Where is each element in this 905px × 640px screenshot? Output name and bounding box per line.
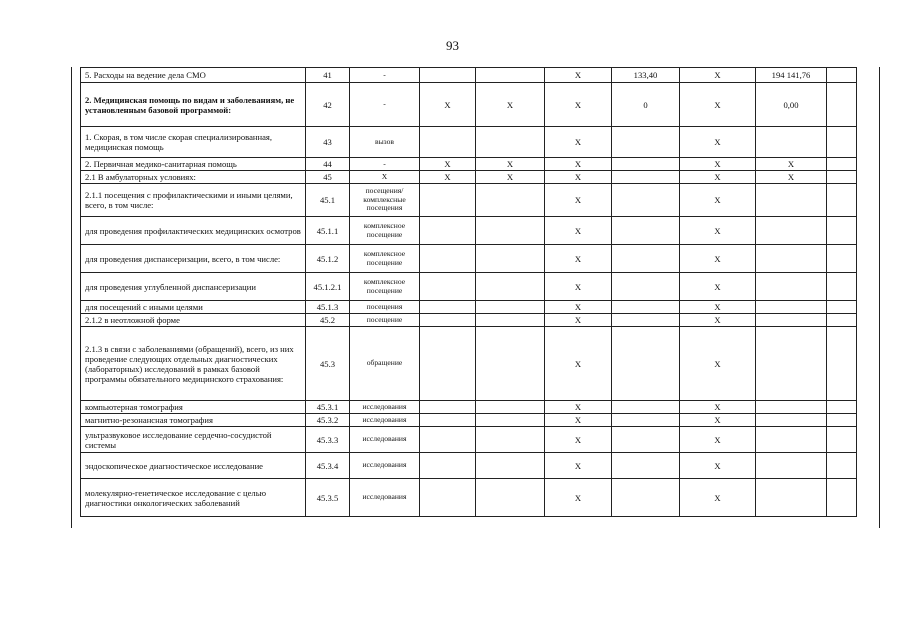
table-row <box>81 217 857 245</box>
value-cell: X <box>545 327 612 401</box>
value-cell: X <box>680 158 756 171</box>
value-cell <box>420 401 476 414</box>
value-cell <box>827 301 857 314</box>
service-name-cell: 2.1.2 в неотложной форме <box>81 314 306 327</box>
value-cell: X <box>680 184 756 217</box>
unit-cell: посещение <box>350 314 420 327</box>
service-name-cell: для посещений с иными целями <box>81 301 306 314</box>
value-cell <box>476 401 545 414</box>
table-row <box>81 83 857 127</box>
unit-cell: - <box>350 68 420 83</box>
row-code-cell: 45.1.1 <box>306 217 350 245</box>
row-code-cell: 45.1.3 <box>306 301 350 314</box>
service-name-cell: 2. Первичная медико-санитарная помощь <box>81 158 306 171</box>
value-cell <box>827 184 857 217</box>
value-cell <box>612 127 680 158</box>
service-name-cell: 2.1.1 посещения с профилактическими и иными целями, всего, в том числе: <box>81 184 306 217</box>
service-name-cell: молекулярно-генетическое исследование с целью диагностики онкологических заболеваний <box>81 479 306 517</box>
value-cell <box>827 314 857 327</box>
unit-cell: вызов <box>350 127 420 158</box>
row-code-cell: 45.1.2.1 <box>306 273 350 301</box>
value-cell: X <box>680 401 756 414</box>
row-code-cell: 41 <box>306 68 350 83</box>
unit-cell: исследования <box>350 401 420 414</box>
value-cell: X <box>545 301 612 314</box>
unit-cell: исследования <box>350 414 420 427</box>
value-cell <box>420 68 476 83</box>
value-cell <box>827 83 857 127</box>
service-name-cell: 1. Скорая, в том числе скорая специализированная, медицинская помощь <box>81 127 306 158</box>
table-row <box>81 427 857 453</box>
unit-cell: исследования <box>350 427 420 453</box>
value-cell <box>756 453 827 479</box>
value-cell: X <box>756 158 827 171</box>
unit-cell: исследования <box>350 479 420 517</box>
value-cell <box>612 314 680 327</box>
value-cell <box>756 127 827 158</box>
value-cell <box>612 184 680 217</box>
service-name-cell: 2.1.3 в связи с заболеваниями (обращений), всего, из них проведение следующих отдельных диагностических (лабораторных) исследований в рамках базовой программы обязательного медицинского страхования: <box>81 327 306 401</box>
value-cell <box>756 245 827 273</box>
table-row <box>81 68 857 83</box>
value-cell <box>476 453 545 479</box>
row-code-cell: 45.3 <box>306 327 350 401</box>
value-cell <box>420 414 476 427</box>
value-cell <box>612 158 680 171</box>
row-code-cell: 45.1.2 <box>306 245 350 273</box>
value-cell: X <box>476 158 545 171</box>
value-cell: X <box>680 414 756 427</box>
value-cell: X <box>545 314 612 327</box>
value-cell: X <box>420 171 476 184</box>
table-row <box>81 301 857 314</box>
value-cell: X <box>545 453 612 479</box>
value-cell: X <box>545 401 612 414</box>
row-code-cell: 45.1 <box>306 184 350 217</box>
row-code-cell: 45.3.4 <box>306 453 350 479</box>
value-cell <box>827 171 857 184</box>
value-cell: X <box>680 127 756 158</box>
value-cell <box>827 217 857 245</box>
value-cell: X <box>545 479 612 517</box>
value-cell <box>756 217 827 245</box>
value-cell: X <box>756 171 827 184</box>
value-cell <box>612 401 680 414</box>
row-code-cell: 45.2 <box>306 314 350 327</box>
value-cell: X <box>545 273 612 301</box>
value-cell <box>612 453 680 479</box>
value-cell <box>827 401 857 414</box>
row-code-cell: 45.3.5 <box>306 479 350 517</box>
unit-cell: обращение <box>350 327 420 401</box>
value-cell: X <box>545 171 612 184</box>
unit-cell: посещения <box>350 301 420 314</box>
table-row <box>81 273 857 301</box>
row-code-cell: 45.3.3 <box>306 427 350 453</box>
value-cell <box>756 427 827 453</box>
value-cell <box>476 427 545 453</box>
value-cell <box>827 327 857 401</box>
unit-cell: - <box>350 83 420 127</box>
table-row <box>81 158 857 171</box>
value-cell <box>476 184 545 217</box>
value-cell: X <box>545 68 612 83</box>
value-cell: X <box>680 273 756 301</box>
value-cell: 133,40 <box>612 68 680 83</box>
table-row <box>81 327 857 401</box>
value-cell <box>756 479 827 517</box>
value-cell: X <box>420 83 476 127</box>
value-cell: X <box>545 184 612 217</box>
value-cell: X <box>680 171 756 184</box>
value-cell <box>476 127 545 158</box>
service-name-cell: эндоскопическое диагностическое исследование <box>81 453 306 479</box>
value-cell <box>420 245 476 273</box>
service-name-cell: ультразвуковое исследование сердечно-сосудистой системы <box>81 427 306 453</box>
unit-cell: комплексное посещение <box>350 245 420 273</box>
value-cell <box>827 427 857 453</box>
value-cell: X <box>545 217 612 245</box>
value-cell: X <box>680 427 756 453</box>
value-cell: 0,00 <box>756 83 827 127</box>
value-cell <box>756 327 827 401</box>
value-cell <box>612 217 680 245</box>
value-cell <box>420 427 476 453</box>
table-row <box>81 245 857 273</box>
unit-cell: - <box>350 158 420 171</box>
value-cell <box>476 301 545 314</box>
value-cell: X <box>545 414 612 427</box>
unit-cell: исследования <box>350 453 420 479</box>
value-cell: X <box>680 68 756 83</box>
value-cell <box>476 414 545 427</box>
table-row <box>81 414 857 427</box>
service-name-cell: для проведения углубленной диспансеризации <box>81 273 306 301</box>
value-cell: X <box>680 245 756 273</box>
table-row <box>81 184 857 217</box>
value-cell <box>476 314 545 327</box>
value-cell: X <box>420 158 476 171</box>
service-name-cell: магнитно-резонансная томография <box>81 414 306 427</box>
value-cell: X <box>680 217 756 245</box>
value-cell: X <box>545 427 612 453</box>
row-code-cell: 44 <box>306 158 350 171</box>
value-cell <box>612 479 680 517</box>
table-row <box>81 401 857 414</box>
value-cell <box>476 479 545 517</box>
table-body <box>81 68 857 517</box>
services-table <box>80 67 857 517</box>
row-code-cell: 45 <box>306 171 350 184</box>
value-cell <box>420 217 476 245</box>
value-cell: X <box>680 314 756 327</box>
value-cell <box>420 453 476 479</box>
value-cell <box>420 301 476 314</box>
value-cell <box>612 245 680 273</box>
value-cell <box>420 479 476 517</box>
value-cell <box>756 314 827 327</box>
table-row <box>81 171 857 184</box>
value-cell <box>612 273 680 301</box>
service-name-cell: 5. Расходы на ведение дела СМО <box>81 68 306 83</box>
table-row <box>81 314 857 327</box>
value-cell <box>827 414 857 427</box>
value-cell: X <box>545 158 612 171</box>
value-cell <box>827 273 857 301</box>
value-cell <box>476 245 545 273</box>
value-cell <box>612 171 680 184</box>
unit-cell: X <box>350 171 420 184</box>
table-row <box>81 453 857 479</box>
service-name-cell: 2.1 В амбулаторных условиях: <box>81 171 306 184</box>
value-cell <box>756 401 827 414</box>
value-cell <box>420 314 476 327</box>
value-cell <box>612 414 680 427</box>
value-cell: X <box>545 127 612 158</box>
service-name-cell: 2. Медицинская помощь по видам и заболеваниям, не установленным базовой программой: <box>81 83 306 127</box>
value-cell <box>420 327 476 401</box>
service-name-cell: компьютерная томография <box>81 401 306 414</box>
value-cell <box>827 453 857 479</box>
table-row <box>81 479 857 517</box>
value-cell <box>476 217 545 245</box>
value-cell <box>612 427 680 453</box>
value-cell <box>476 68 545 83</box>
value-cell <box>476 273 545 301</box>
value-cell <box>420 127 476 158</box>
value-cell: X <box>680 453 756 479</box>
value-cell: 194 141,76 <box>756 68 827 83</box>
value-cell: 0 <box>612 83 680 127</box>
value-cell: X <box>545 245 612 273</box>
value-cell <box>827 127 857 158</box>
value-cell <box>827 479 857 517</box>
unit-cell: комплексное посещение <box>350 217 420 245</box>
page-number: 93 <box>446 38 459 53</box>
value-cell <box>420 184 476 217</box>
value-cell: X <box>680 83 756 127</box>
value-cell <box>756 184 827 217</box>
value-cell: X <box>545 83 612 127</box>
value-cell <box>756 273 827 301</box>
service-name-cell: для проведения диспансеризации, всего, в том числе: <box>81 245 306 273</box>
value-cell: X <box>680 479 756 517</box>
value-cell <box>756 301 827 314</box>
value-cell <box>420 273 476 301</box>
value-cell <box>827 158 857 171</box>
unit-cell: посещения/ комплексные посещения <box>350 184 420 217</box>
value-cell <box>612 301 680 314</box>
value-cell <box>756 414 827 427</box>
row-code-cell: 45.3.2 <box>306 414 350 427</box>
value-cell <box>612 327 680 401</box>
value-cell: X <box>476 83 545 127</box>
table-row <box>81 127 857 158</box>
value-cell: X <box>476 171 545 184</box>
value-cell <box>827 245 857 273</box>
value-cell: X <box>680 301 756 314</box>
row-code-cell: 42 <box>306 83 350 127</box>
row-code-cell: 45.3.1 <box>306 401 350 414</box>
service-name-cell: для проведения профилактических медицинских осмотров <box>81 217 306 245</box>
value-cell: X <box>680 327 756 401</box>
value-cell <box>476 327 545 401</box>
row-code-cell: 43 <box>306 127 350 158</box>
value-cell <box>827 68 857 83</box>
unit-cell: комплексное посещение <box>350 273 420 301</box>
